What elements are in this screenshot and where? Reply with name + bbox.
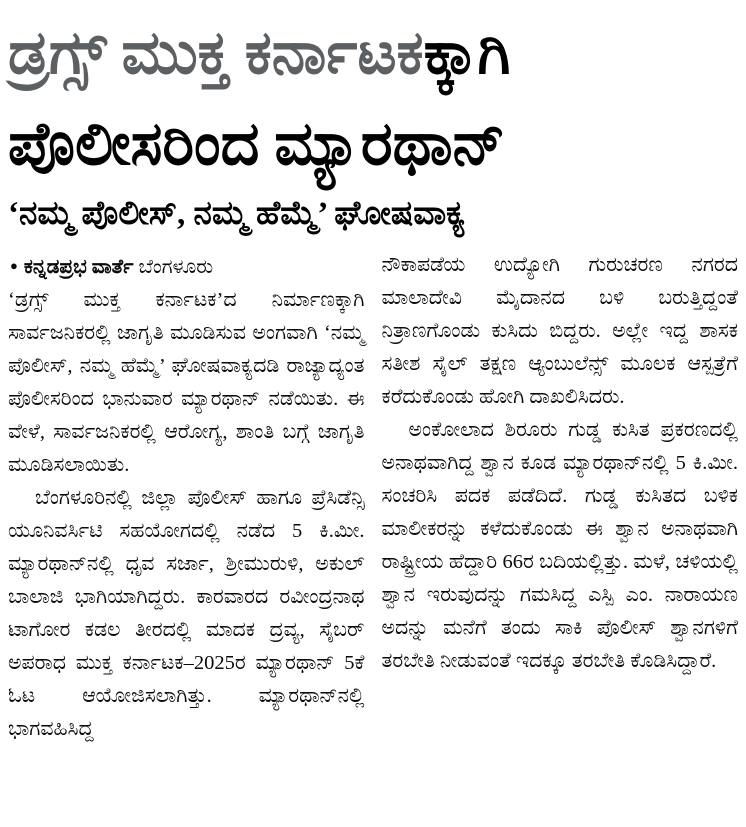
subheadline: ‘ನಮ್ಮ ಪೊಲೀಸ್, ನಮ್ಮ ಹೆಮ್ಮೆ’ ಘೋಷವಾಕ್ಯ xyxy=(8,196,466,233)
right-paragraph-1: ನೌಕಾಪಡೆಯ ಉದ್ಯೋಗಿ ಗುರುಚರಣ ನಗರದ ಮಾಲಾದೇವಿ ಮೈದಾನದ ಬಳಿ ಬರುತ್ತಿದ್ದಂತೆ ನಿತ್ರಾಣಗೊಂಡು ಕುಸಿದು ಬಿದ್ದರು. ಅಲ್ಲೇ ಇದ್ದ ಶಾಸಕ ಸತೀಶ ಸೈಲ್ ತಕ್ಷಣ ಆ್ಯಂಬುಲೆನ್ಸ್ ಮೂಲಕ ಆಸ್ಪತ್ರೆಗೆ ಕರೆದುಕೊಂಡು ಹೋಗಿ ದಾಖಲಿಸಿದರು. xyxy=(381,254,738,409)
left-paragraph-1: ‘ಡ್ರಗ್ಸ್ ಮುಕ್ತ ಕರ್ನಾಟಕ’ದ ನಿರ್ಮಾಣಕ್ಕಾಗಿ ಸಾರ್ವಜನಿಕರಲ್ಲಿ ಜಾಗೃತಿ ಮೂಡಿಸುವ ಅಂಗವಾಗಿ ‘ನಮ್ಮ ಪೊಲೀಸ್, ನಮ್ಮ ಹೆಮ್ಮೆ’ ಘೋಷವಾಕ್ಯದಡಿ ರಾಜ್ಯಾದ್ಯಂತ ಪೊಲೀಸರಿಂದ ಭಾನುವಾರ ಮ್ಯಾರಥಾನ್ ನಡೆಯಿತು. ಈ ವೇಳೆ, ಸಾರ್ವಜನಿಕರಲ್ಲಿ ಆರೋಗ್ಯ, ಶಾಂತಿ ಬಗ್ಗೆ ಜಾಗೃತಿ ಮೂಡಿಸಲಾಯಿತು. xyxy=(8,289,365,477)
article-body xyxy=(8,249,738,746)
column-left xyxy=(8,249,365,746)
left-paragraph-2: ಬೆಂಗಳೂರಿನಲ್ಲಿ ಜಿಲ್ಲಾ ಪೊಲೀಸ್ ಹಾಗೂ ಪ್ರೆಸಿಡೆನ್ಸಿ ಯೂನಿವರ್ಸಿಟಿ ಸಹಯೋಗದಲ್ಲಿ ನಡೆದ 5 ಕಿ.ಮೀ. ಮ್ಯಾರಥಾನ್‌ನಲ್ಲಿ ಧೃವ ಸರ್ಜಾ, ಶ್ರೀಮುರುಳಿ, ಅಕುಲ್ ಬಾಲಾಜಿ ಭಾಗಿಯಾಗಿದ್ದರು. ಕಾರವಾರದ ರವೀಂದ್ರನಾಥ ಟಾಗೋರ ಕಡಲ ತೀರದಲ್ಲಿ ಮಾದಕ ದ್ರವ್ಯ, ಸೈಬರ್ ಅಪರಾಧ ಮುಕ್ತ ಕರ್ನಾಟಕ–2025ರ ಮ್ಯಾರಥಾನ್ 5ಕೆ ಓಟ ಆಯೋಜಿಸಲಾಗಿತ್ತು. ಮ್ಯಾರಥಾನ್‌ನಲ್ಲಿ ಭಾಗವಹಿಸಿದ್ದ xyxy=(8,487,365,741)
bullet-icon: ● xyxy=(10,258,18,274)
byline xyxy=(8,249,365,284)
headline-line1 xyxy=(8,8,738,99)
byline-location: ಬೆಂಗಳೂರು xyxy=(138,256,214,279)
headline-line1-gray: ಡ್ರಗ್ಸ್ ಮುಕ್ತ ಕರ್ನಾಟಕ xyxy=(8,20,424,86)
byline-source: ಕನ್ನಡಪ್ರಭ ವಾರ್ತೆ xyxy=(23,256,134,279)
right-paragraph-2: ಅಂಕೋಲಾದ ಶಿರೂರು ಗುಡ್ಡ ಕುಸಿತ ಪ್ರಕರಣದಲ್ಲಿ ಅನಾಥವಾಗಿದ್ದ ಶ್ವಾನ ಕೂಡ ಮ್ಯಾರಥಾನ್‌ನಲ್ಲಿ 5 ಕಿ.ಮೀ. ಸಂಚರಿಸಿ ಪದಕ ಪಡೆದಿದೆ. ಗುಡ್ಡ ಕುಸಿತದ ಬಳಿಕ ಮಾಲೀಕರನ್ನು ಕಳೆದುಕೊಂಡು ಈ ಶ್ವಾನ ಅನಾಥವಾಗಿ ರಾಷ್ಟ್ರೀಯ ಹೆದ್ದಾರಿ 66ರ ಬದಿಯಲ್ಲಿತ್ತು. ಮಳೆ, ಚಳಿಯಲ್ಲಿ ಶ್ವಾನ ಇರುವುದನ್ನು ಗಮಸಿದ್ದ ಎಸ್ಪಿ ಎಂ. ನಾರಾಯಣ ಅದನ್ನು ಮನೆಗೆ ತಂದು ಸಾಕಿ ಪೊಲೀಸ್ ಶ್ವಾನಗಳಿಗೆ ತರಬೇತಿ ನೀಡುವಂತೆ ಇದಕ್ಕೂ ತರಬೇತಿ ಕೊಡಿಸಿದ್ದಾರೆ. xyxy=(381,419,738,673)
headline-line2: ಪೊಲೀಸರಿಂದ ಮ್ಯಾರಥಾನ್ xyxy=(8,111,506,178)
column-right xyxy=(382,249,739,746)
headline-line1-black: ಕ್ಕಾಗಿ xyxy=(423,20,511,86)
headline-block xyxy=(8,8,738,233)
headline xyxy=(8,8,738,190)
